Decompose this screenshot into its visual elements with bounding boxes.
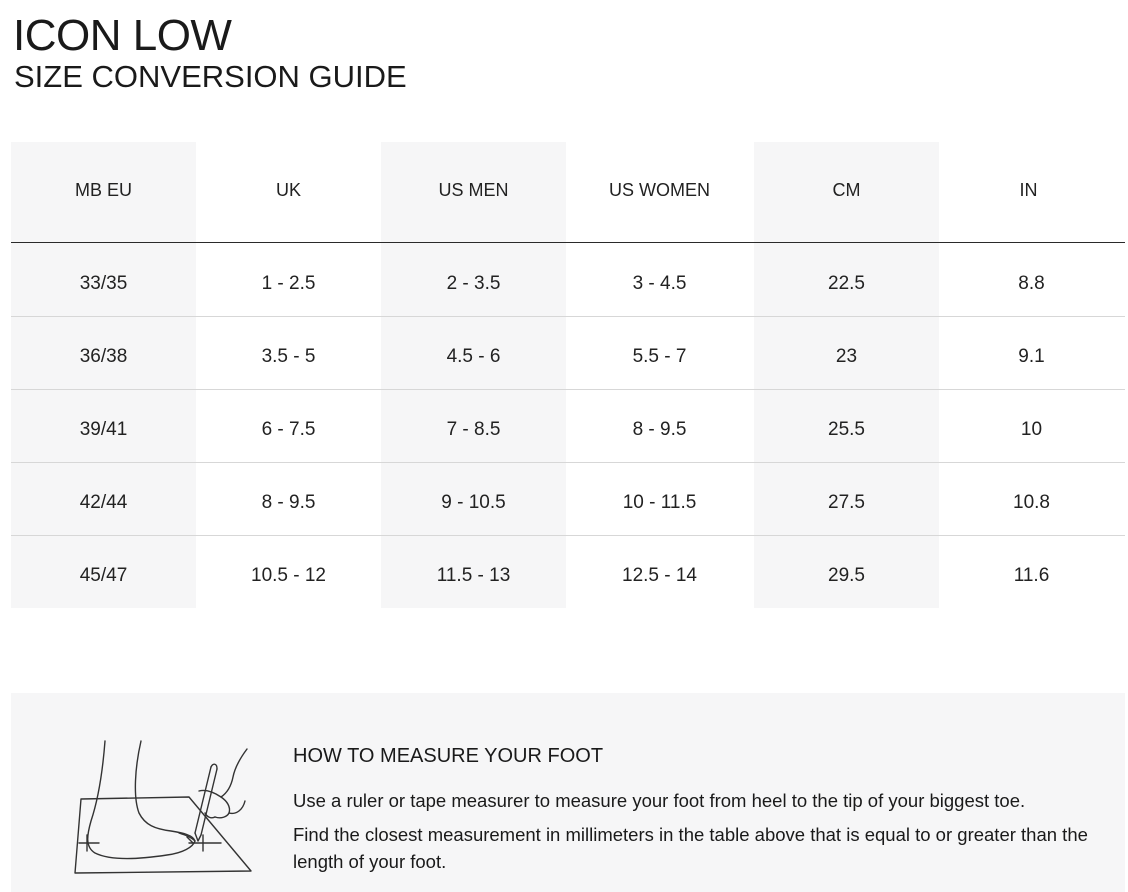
cell-mb-eu: 42/44: [79, 492, 128, 513]
cell-cm: 23: [835, 346, 858, 367]
cell-us-women: 3 - 4.5: [632, 273, 687, 294]
cell-mb-eu: 39/41: [79, 419, 128, 440]
cell-us-women: 12.5 - 14: [622, 565, 697, 586]
column-header-cm: CM: [832, 180, 861, 200]
measure-instructions-panel: [11, 693, 1125, 892]
table-row: [11, 535, 1125, 608]
cell-in: 10.8: [1013, 492, 1050, 513]
page-title: ICON LOW: [13, 11, 232, 60]
cell-uk: 10.5 - 12: [251, 565, 326, 586]
table-row: [11, 243, 1125, 317]
cell-uk: 8 - 9.5: [261, 492, 316, 513]
cell-us-women: 8 - 9.5: [632, 419, 687, 440]
cell-mb-eu: 33/35: [79, 273, 128, 294]
cell-in: 10: [1020, 419, 1043, 440]
table-row: [11, 389, 1125, 463]
measure-heading: HOW TO MEASURE YOUR FOOT: [293, 745, 604, 767]
table-header-row: [11, 142, 1125, 243]
measure-instruction-step-2: Find the closest measurement in millimeters in the table above that is equal to or greater than the length of your foot.: [293, 824, 1088, 872]
cell-us-men: 9 - 10.5: [441, 492, 506, 513]
cell-mb-eu: 36/38: [79, 346, 128, 367]
cell-in: 11.6: [1013, 565, 1050, 586]
cell-us-men: 2 - 3.5: [446, 273, 501, 294]
cell-uk: 3.5 - 5: [261, 346, 316, 367]
table-row: [11, 462, 1125, 536]
cell-in: 8.8: [1018, 273, 1045, 294]
cell-cm: 27.5: [828, 492, 865, 513]
column-header-uk: UK: [275, 180, 301, 200]
column-header-mb-eu: MB EU: [74, 180, 132, 200]
column-header-us-men: US MEN: [438, 180, 509, 200]
cell-uk: 6 - 7.5: [261, 419, 316, 440]
table-row: [11, 316, 1125, 390]
cell-cm: 25.5: [828, 419, 865, 440]
column-header-us-women: US WOMEN: [609, 180, 710, 200]
cell-us-men: 4.5 - 6: [446, 346, 501, 367]
cell-us-men: 11.5 - 13: [436, 565, 511, 586]
foot-measure-icon: [71, 737, 271, 877]
cell-mb-eu: 45/47: [79, 565, 128, 586]
cell-cm: 22.5: [828, 273, 865, 294]
cell-uk: 1 - 2.5: [261, 273, 316, 294]
cell-us-women: 10 - 11.5: [622, 492, 697, 513]
cell-cm: 29.5: [828, 565, 865, 586]
cell-us-women: 5.5 - 7: [632, 346, 687, 367]
measure-instruction-step-1: Use a ruler or tape measurer to measure your foot from heel to the tip of your biggest toe.: [293, 790, 1026, 811]
page-subtitle: SIZE CONVERSION GUIDE: [14, 59, 407, 94]
cell-in: 9.1: [1018, 346, 1045, 367]
cell-us-men: 7 - 8.5: [446, 419, 501, 440]
column-header-in: IN: [1019, 180, 1038, 200]
